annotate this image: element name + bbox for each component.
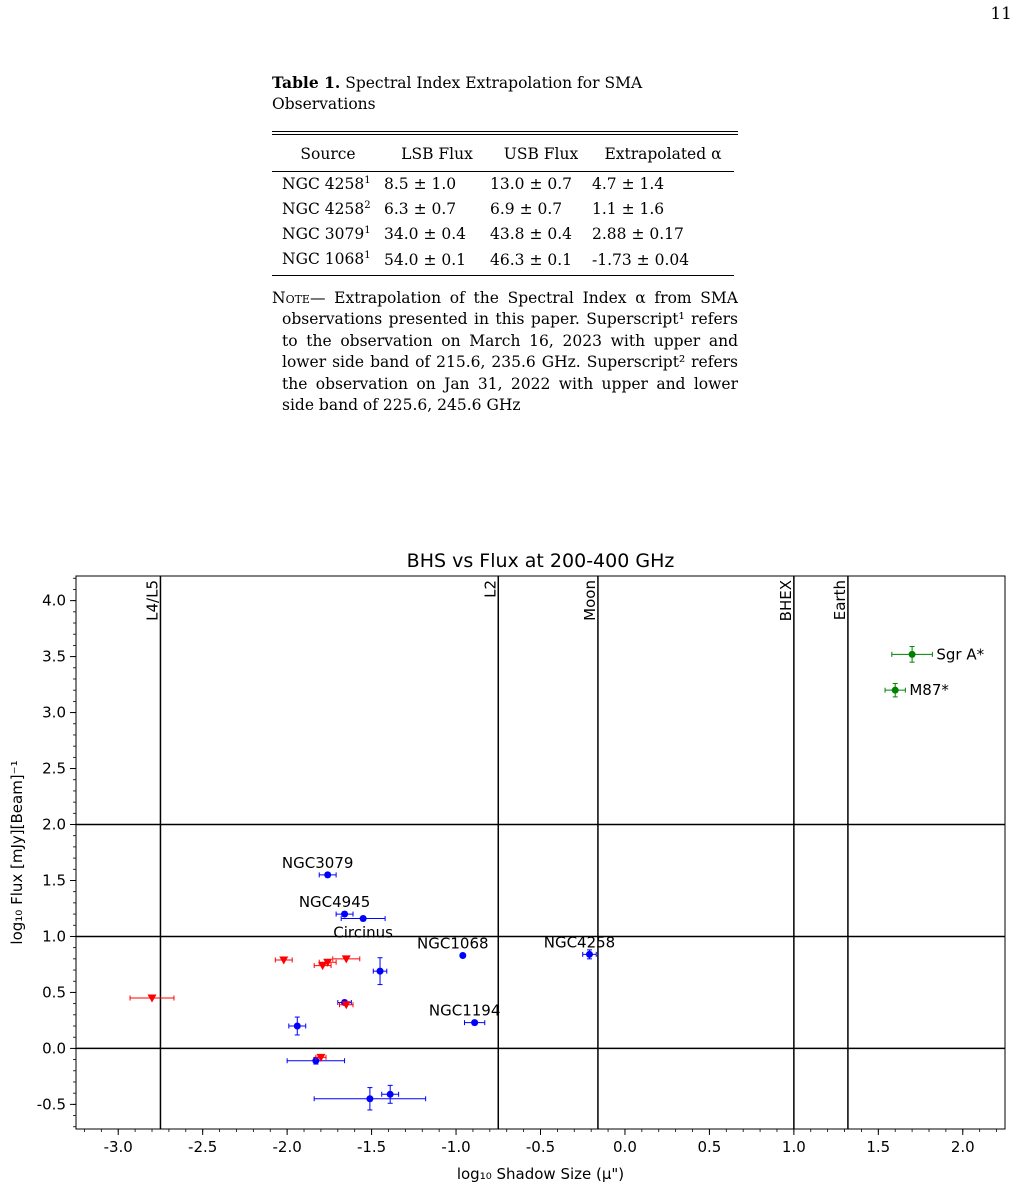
x-tick-label: -1.5: [356, 1138, 387, 1156]
data-point: [324, 871, 331, 878]
table-row: [272, 172, 734, 198]
data-point: [459, 952, 466, 959]
vertical-line-label: BHEX: [776, 580, 795, 622]
cell-alpha: 4.7 ± 1.4: [592, 175, 665, 194]
y-tick-label: 1.0: [42, 927, 66, 946]
vertical-line-label: Moon: [580, 580, 599, 621]
table-caption: [272, 72, 738, 115]
x-tick-label: -1.0: [441, 1138, 471, 1156]
data-point: [360, 915, 367, 922]
data-point: [586, 951, 593, 958]
vertical-line-label: Earth: [830, 580, 849, 621]
point-label: NGC3079: [281, 853, 354, 872]
cell-lsb-flux: 34.0 ± 0.4: [384, 225, 467, 244]
point-label: Circinus: [333, 923, 394, 942]
table-body: [272, 172, 734, 276]
y-tick-label: 1.5: [42, 871, 66, 890]
cell-lsb-flux: 6.3 ± 0.7: [384, 200, 457, 219]
table-caption-label: Table 1.: [272, 73, 341, 92]
y-tick-label: 4.0: [42, 591, 66, 610]
vertical-line-label: L4/L5: [143, 580, 162, 621]
point-label: Sgr A*: [936, 645, 985, 664]
cell-lsb-flux: 54.0 ± 0.1: [384, 247, 490, 275]
x-tick-label: 0.0: [613, 1138, 637, 1156]
cell-usb-flux: 43.8 ± 0.4: [490, 225, 573, 244]
table-header-row: [272, 135, 734, 172]
table-block: [272, 72, 738, 417]
x-tick-label: 0.5: [697, 1138, 722, 1156]
x-tick-label: -0.5: [525, 1138, 556, 1156]
data-point: [366, 1095, 373, 1102]
data-point: [909, 651, 916, 658]
data-point: [387, 1091, 394, 1098]
point-label: M87*: [909, 681, 949, 700]
header-lsb-flux: LSB Flux: [384, 135, 490, 172]
plot-frame: [76, 576, 1005, 1129]
cell-source: NGC 4258$^2$: [282, 200, 371, 219]
point-label: NGC1068: [417, 934, 489, 953]
table-note: [272, 288, 738, 417]
x-tick-label: -2.0: [272, 1138, 302, 1156]
y-tick-label: 3.5: [42, 647, 66, 666]
chart-title: BHS vs Flux at 200-400 GHz: [406, 550, 675, 572]
cell-usb-flux: 13.0 ± 0.7: [490, 175, 573, 194]
cell-usb-flux: 6.9 ± 0.7: [490, 200, 563, 219]
data-point: [377, 968, 384, 975]
table-row: [272, 222, 734, 247]
y-axis-label: log₁₀ Flux [mJy][Beam]⁻¹: [8, 760, 26, 945]
bhs-flux-chart: [0, 540, 1022, 1185]
cell-alpha: 1.1 ± 1.6: [592, 200, 665, 219]
point-label: NGC4258: [543, 933, 616, 952]
cell-usb-flux: 46.3 ± 0.1: [490, 247, 592, 275]
page-number: 11: [990, 4, 1012, 24]
point-label: NGC1194: [428, 1001, 501, 1020]
cell-source: NGC 3079$^1$: [282, 225, 371, 244]
y-tick-label: 3.0: [42, 703, 66, 722]
y-tick-label: 2.5: [42, 759, 66, 778]
cell-lsb-flux: 8.5 ± 1.0: [384, 175, 457, 194]
x-tick-label: -3.0: [103, 1138, 133, 1156]
header-alpha: Extrapolated α: [592, 135, 734, 172]
x-tick-label: 1.5: [866, 1138, 891, 1156]
y-tick-label: 0.5: [42, 983, 66, 1002]
note-label: Note: [272, 288, 310, 307]
vertical-line-label: L2: [481, 580, 500, 598]
x-axis-label: log₁₀ Shadow Size (μ"): [456, 1165, 625, 1183]
header-source: Source: [272, 135, 384, 172]
y-tick-label: 0.0: [42, 1039, 66, 1058]
header-usb-flux: USB Flux: [490, 135, 592, 172]
upper-limit-point: [342, 955, 351, 963]
x-tick-label: 2.0: [950, 1138, 975, 1156]
x-tick-label: 1.0: [781, 1138, 806, 1156]
table-caption-text: Spectral Index Extrapolation for SMA Observations: [272, 74, 643, 113]
data-point: [294, 1023, 301, 1030]
cell-alpha: 2.88 ± 0.17: [592, 225, 684, 244]
table-row: [272, 247, 734, 275]
note-text: — Extrapolation of the Spectral Index α from SMA observations presented in this paper. Superscript¹ refers to the observation on March 16, 2023 with upper and lower side band of 215.6, 235.6 GHz. Superscript² refers the observation on Jan 31, 2022 with upper and lower side band of 225.6, 245.6 GHz: [282, 288, 738, 415]
data-table: [272, 135, 734, 276]
data-point: [892, 687, 899, 694]
cell-source: NGC 1068$^1$: [272, 247, 384, 275]
cell-source: NGC 4258$^1$: [282, 175, 371, 194]
y-tick-label: -0.5: [36, 1095, 66, 1114]
table-row: [272, 197, 734, 222]
data-point: [341, 911, 348, 918]
data-point: [471, 1019, 478, 1026]
point-label: NGC4945: [298, 893, 371, 912]
y-tick-label: 2.0: [42, 815, 66, 834]
cell-alpha: -1.73 ± 0.04: [592, 247, 734, 275]
x-tick-label: -2.5: [188, 1138, 218, 1156]
